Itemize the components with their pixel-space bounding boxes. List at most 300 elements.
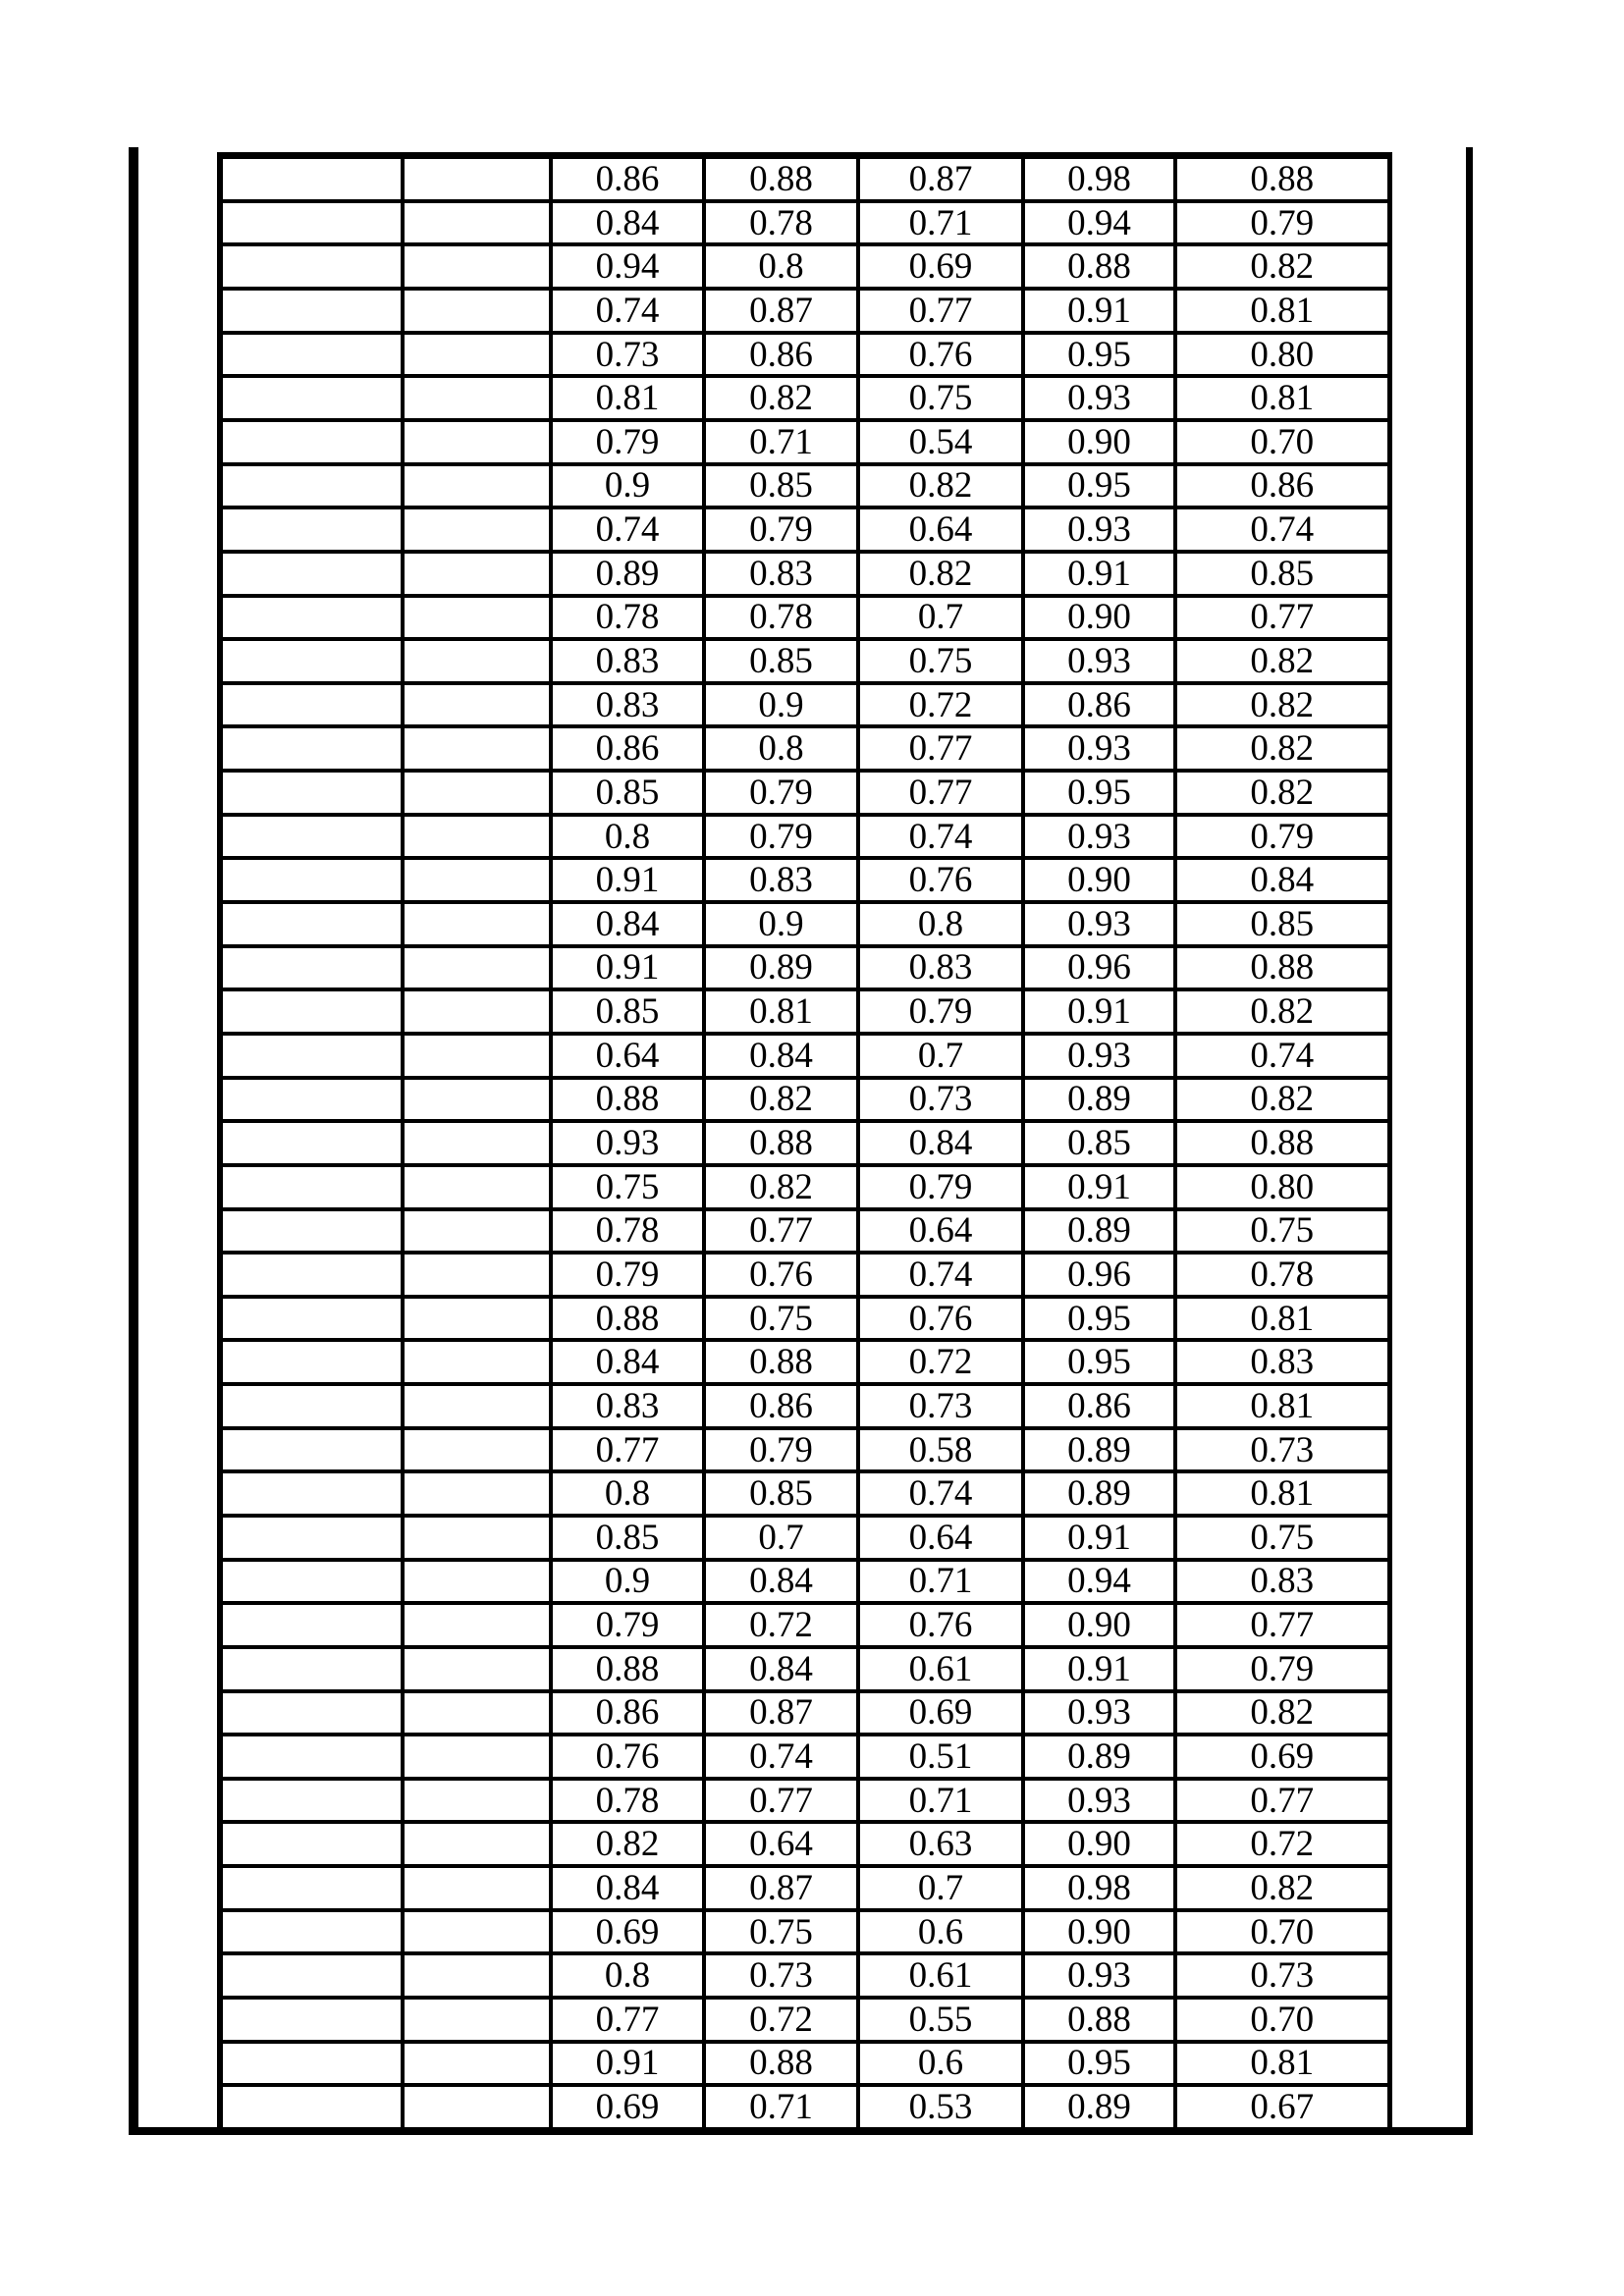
- empty-cell: [220, 1560, 403, 1604]
- empty-cell: [220, 464, 403, 508]
- empty-cell: [220, 1340, 403, 1384]
- value-cell: 0.8: [551, 1953, 704, 1998]
- value-cell: 0.89: [1023, 1209, 1175, 1254]
- empty-cell: [220, 156, 403, 201]
- value-cell: 0.88: [551, 1297, 704, 1341]
- value-cell: 0.91: [1023, 552, 1175, 596]
- value-cell: 0.79: [858, 989, 1023, 1034]
- value-cell: 0.74: [858, 815, 1023, 859]
- value-cell: 0.90: [1023, 420, 1175, 464]
- empty-cell: [403, 902, 551, 946]
- value-cell: 0.75: [704, 1910, 858, 1954]
- value-cell: 0.79: [1175, 201, 1389, 245]
- value-cell: 0.81: [1175, 376, 1389, 420]
- value-cell: 0.7: [858, 1866, 1023, 1910]
- table-row: [220, 1253, 1389, 1297]
- value-cell: 0.91: [551, 858, 704, 902]
- value-cell: 0.84: [704, 1034, 858, 1078]
- empty-cell: [403, 507, 551, 552]
- value-cell: 0.95: [1023, 2042, 1175, 2086]
- empty-cell: [220, 815, 403, 859]
- table-row: [220, 1078, 1389, 1122]
- value-cell: 0.79: [704, 1428, 858, 1472]
- value-cell: 0.79: [858, 1165, 1023, 1209]
- value-cell: 0.87: [704, 289, 858, 333]
- empty-cell: [403, 464, 551, 508]
- empty-cell: [220, 771, 403, 815]
- value-cell: 0.85: [704, 639, 858, 683]
- table-row: [220, 1297, 1389, 1341]
- empty-cell: [403, 726, 551, 771]
- value-cell: 0.93: [1023, 1779, 1175, 1823]
- empty-cell: [403, 2042, 551, 2086]
- value-cell: 0.88: [1175, 946, 1389, 990]
- empty-cell: [220, 1121, 403, 1165]
- table-row: [220, 1647, 1389, 1691]
- value-cell: 0.69: [551, 2085, 704, 2127]
- value-cell: 0.89: [1023, 1471, 1175, 1516]
- value-cell: 0.83: [1175, 1340, 1389, 1384]
- data-table: [217, 152, 1392, 2127]
- table-row: [220, 1822, 1389, 1866]
- value-cell: 0.81: [1175, 2042, 1389, 2086]
- value-cell: 0.93: [1023, 815, 1175, 859]
- value-cell: 0.93: [1023, 1953, 1175, 1998]
- value-cell: 0.88: [704, 2042, 858, 2086]
- empty-cell: [403, 156, 551, 201]
- value-cell: 0.55: [858, 1998, 1023, 2042]
- value-cell: 0.85: [1175, 552, 1389, 596]
- value-cell: 0.51: [858, 1735, 1023, 1779]
- value-cell: 0.85: [704, 1471, 858, 1516]
- value-cell: 0.77: [858, 726, 1023, 771]
- value-cell: 0.67: [1175, 2085, 1389, 2127]
- value-cell: 0.72: [858, 1340, 1023, 1384]
- value-cell: 0.82: [704, 1078, 858, 1122]
- value-cell: 0.70: [1175, 420, 1389, 464]
- empty-cell: [220, 858, 403, 902]
- table-row: [220, 552, 1389, 596]
- table-row: [220, 464, 1389, 508]
- value-cell: 0.95: [1023, 1297, 1175, 1341]
- table-row: [220, 376, 1389, 420]
- value-cell: 0.94: [1023, 1560, 1175, 1604]
- value-cell: 0.85: [1023, 1121, 1175, 1165]
- value-cell: 0.76: [858, 1297, 1023, 1341]
- empty-cell: [403, 2085, 551, 2127]
- empty-cell: [403, 289, 551, 333]
- value-cell: 0.82: [1175, 726, 1389, 771]
- value-cell: 0.90: [1023, 858, 1175, 902]
- value-cell: 0.64: [858, 1209, 1023, 1254]
- empty-cell: [403, 1779, 551, 1823]
- empty-cell: [220, 639, 403, 683]
- value-cell: 0.87: [858, 156, 1023, 201]
- value-cell: 0.75: [704, 1297, 858, 1341]
- value-cell: 0.82: [1175, 683, 1389, 727]
- value-cell: 0.91: [1023, 289, 1175, 333]
- empty-cell: [403, 1034, 551, 1078]
- value-cell: 0.78: [551, 596, 704, 640]
- value-cell: 0.93: [1023, 726, 1175, 771]
- empty-cell: [403, 376, 551, 420]
- empty-cell: [220, 1384, 403, 1428]
- value-cell: 0.89: [1023, 2085, 1175, 2127]
- value-cell: 0.90: [1023, 1910, 1175, 1954]
- empty-cell: [403, 1603, 551, 1647]
- empty-cell: [220, 1253, 403, 1297]
- value-cell: 0.79: [551, 1603, 704, 1647]
- value-cell: 0.94: [551, 244, 704, 289]
- value-cell: 0.86: [704, 1384, 858, 1428]
- table-row: [220, 596, 1389, 640]
- table-row: [220, 683, 1389, 727]
- empty-cell: [220, 1822, 403, 1866]
- empty-cell: [220, 1471, 403, 1516]
- empty-cell: [403, 1165, 551, 1209]
- table-row: [220, 989, 1389, 1034]
- value-cell: 0.79: [1175, 815, 1389, 859]
- value-cell: 0.78: [551, 1779, 704, 1823]
- value-cell: 0.91: [1023, 1647, 1175, 1691]
- table-row: [220, 156, 1389, 201]
- table-row: [220, 1165, 1389, 1209]
- empty-cell: [403, 771, 551, 815]
- value-cell: 0.75: [1175, 1516, 1389, 1560]
- table-row: [220, 420, 1389, 464]
- value-cell: 0.88: [1175, 156, 1389, 201]
- value-cell: 0.93: [1023, 902, 1175, 946]
- value-cell: 0.83: [1175, 1560, 1389, 1604]
- value-cell: 0.84: [551, 1866, 704, 1910]
- empty-cell: [403, 683, 551, 727]
- value-cell: 0.64: [858, 1516, 1023, 1560]
- value-cell: 0.88: [704, 1340, 858, 1384]
- empty-cell: [403, 1209, 551, 1254]
- value-cell: 0.96: [1023, 946, 1175, 990]
- empty-cell: [403, 420, 551, 464]
- empty-cell: [220, 1516, 403, 1560]
- value-cell: 0.77: [551, 1428, 704, 1472]
- value-cell: 0.79: [1175, 1647, 1389, 1691]
- value-cell: 0.89: [1023, 1735, 1175, 1779]
- value-cell: 0.88: [1175, 1121, 1389, 1165]
- value-cell: 0.75: [1175, 1209, 1389, 1254]
- value-cell: 0.9: [551, 464, 704, 508]
- empty-cell: [220, 2042, 403, 2086]
- empty-cell: [403, 1735, 551, 1779]
- value-cell: 0.98: [1023, 156, 1175, 201]
- table-row: [220, 1910, 1389, 1954]
- value-cell: 0.89: [704, 946, 858, 990]
- table-row: [220, 1866, 1389, 1910]
- value-cell: 0.80: [1175, 333, 1389, 377]
- value-cell: 0.82: [858, 552, 1023, 596]
- table-row: [220, 1516, 1389, 1560]
- value-cell: 0.76: [858, 858, 1023, 902]
- value-cell: 0.84: [551, 1340, 704, 1384]
- table-row: [220, 946, 1389, 990]
- empty-cell: [220, 1866, 403, 1910]
- empty-cell: [220, 902, 403, 946]
- empty-cell: [220, 420, 403, 464]
- empty-cell: [403, 1560, 551, 1604]
- empty-cell: [403, 1471, 551, 1516]
- empty-cell: [220, 289, 403, 333]
- value-cell: 0.78: [551, 1209, 704, 1254]
- table-row: [220, 1560, 1389, 1604]
- value-cell: 0.77: [1175, 1779, 1389, 1823]
- value-cell: 0.73: [704, 1953, 858, 1998]
- table-row: [220, 1209, 1389, 1254]
- value-cell: 0.78: [704, 201, 858, 245]
- value-cell: 0.69: [858, 244, 1023, 289]
- value-cell: 0.93: [1023, 376, 1175, 420]
- value-cell: 0.75: [858, 639, 1023, 683]
- table-row: [220, 1953, 1389, 1998]
- empty-cell: [220, 596, 403, 640]
- value-cell: 0.74: [858, 1253, 1023, 1297]
- empty-cell: [220, 1428, 403, 1472]
- value-cell: 0.63: [858, 1822, 1023, 1866]
- value-cell: 0.74: [1175, 507, 1389, 552]
- empty-cell: [403, 989, 551, 1034]
- empty-cell: [220, 1209, 403, 1254]
- value-cell: 0.69: [858, 1691, 1023, 1735]
- value-cell: 0.88: [1023, 244, 1175, 289]
- value-cell: 0.72: [1175, 1822, 1389, 1866]
- empty-cell: [220, 376, 403, 420]
- value-cell: 0.71: [858, 1779, 1023, 1823]
- empty-cell: [220, 1779, 403, 1823]
- value-cell: 0.76: [858, 1603, 1023, 1647]
- value-cell: 0.79: [551, 1253, 704, 1297]
- table-row: [220, 2085, 1389, 2127]
- value-cell: 0.73: [551, 333, 704, 377]
- empty-cell: [220, 1910, 403, 1954]
- table-row: [220, 1384, 1389, 1428]
- value-cell: 0.86: [1175, 464, 1389, 508]
- value-cell: 0.8: [551, 1471, 704, 1516]
- empty-cell: [403, 815, 551, 859]
- value-cell: 0.77: [551, 1998, 704, 2042]
- value-cell: 0.84: [704, 1647, 858, 1691]
- value-cell: 0.77: [704, 1779, 858, 1823]
- value-cell: 0.91: [1023, 1516, 1175, 1560]
- value-cell: 0.88: [1023, 1998, 1175, 2042]
- value-cell: 0.82: [1175, 1866, 1389, 1910]
- value-cell: 0.82: [704, 376, 858, 420]
- value-cell: 0.83: [551, 683, 704, 727]
- value-cell: 0.6: [858, 1910, 1023, 1954]
- table-row: [220, 1471, 1389, 1516]
- table-row: [220, 902, 1389, 946]
- value-cell: 0.74: [858, 1471, 1023, 1516]
- value-cell: 0.6: [858, 2042, 1023, 2086]
- value-cell: 0.89: [1023, 1078, 1175, 1122]
- table-row: [220, 1779, 1389, 1823]
- value-cell: 0.9: [551, 1560, 704, 1604]
- empty-cell: [403, 244, 551, 289]
- value-cell: 0.8: [858, 902, 1023, 946]
- empty-cell: [220, 1647, 403, 1691]
- value-cell: 0.58: [858, 1428, 1023, 1472]
- value-cell: 0.8: [704, 726, 858, 771]
- value-cell: 0.93: [551, 1121, 704, 1165]
- empty-cell: [403, 1253, 551, 1297]
- value-cell: 0.72: [858, 683, 1023, 727]
- value-cell: 0.77: [1175, 596, 1389, 640]
- table-row: [220, 1034, 1389, 1078]
- value-cell: 0.74: [704, 1735, 858, 1779]
- value-cell: 0.82: [1175, 1078, 1389, 1122]
- value-cell: 0.86: [1023, 683, 1175, 727]
- value-cell: 0.93: [1023, 1034, 1175, 1078]
- value-cell: 0.86: [551, 156, 704, 201]
- value-cell: 0.90: [1023, 1822, 1175, 1866]
- value-cell: 0.61: [858, 1953, 1023, 1998]
- empty-cell: [220, 333, 403, 377]
- empty-cell: [403, 1998, 551, 2042]
- value-cell: 0.86: [1023, 1384, 1175, 1428]
- value-cell: 0.54: [858, 420, 1023, 464]
- value-cell: 0.73: [858, 1384, 1023, 1428]
- value-cell: 0.86: [551, 1691, 704, 1735]
- value-cell: 0.93: [1023, 639, 1175, 683]
- value-cell: 0.78: [704, 596, 858, 640]
- value-cell: 0.69: [551, 1910, 704, 1954]
- value-cell: 0.71: [858, 1560, 1023, 1604]
- empty-cell: [220, 1078, 403, 1122]
- table-row: [220, 201, 1389, 245]
- value-cell: 0.75: [858, 376, 1023, 420]
- value-cell: 0.83: [704, 552, 858, 596]
- value-cell: 0.77: [858, 289, 1023, 333]
- value-cell: 0.77: [858, 771, 1023, 815]
- empty-cell: [220, 1953, 403, 1998]
- table-row: [220, 815, 1389, 859]
- empty-cell: [403, 552, 551, 596]
- table-row: [220, 1340, 1389, 1384]
- table-row: [220, 1603, 1389, 1647]
- value-cell: 0.74: [1175, 1034, 1389, 1078]
- value-cell: 0.76: [858, 333, 1023, 377]
- empty-cell: [403, 946, 551, 990]
- value-cell: 0.70: [1175, 1910, 1389, 1954]
- value-cell: 0.85: [704, 464, 858, 508]
- value-cell: 0.69: [1175, 1735, 1389, 1779]
- value-cell: 0.88: [704, 1121, 858, 1165]
- value-cell: 0.79: [704, 507, 858, 552]
- value-cell: 0.91: [1023, 1165, 1175, 1209]
- value-cell: 0.73: [1175, 1953, 1389, 1998]
- value-cell: 0.64: [704, 1822, 858, 1866]
- value-cell: 0.8: [704, 244, 858, 289]
- value-cell: 0.70: [1175, 1998, 1389, 2042]
- empty-cell: [220, 1735, 403, 1779]
- value-cell: 0.85: [551, 989, 704, 1034]
- value-cell: 0.90: [1023, 596, 1175, 640]
- value-cell: 0.96: [1023, 1253, 1175, 1297]
- empty-cell: [403, 1297, 551, 1341]
- value-cell: 0.82: [551, 1822, 704, 1866]
- value-cell: 0.85: [551, 771, 704, 815]
- empty-cell: [220, 1165, 403, 1209]
- value-cell: 0.91: [551, 946, 704, 990]
- value-cell: 0.95: [1023, 333, 1175, 377]
- value-cell: 0.83: [704, 858, 858, 902]
- value-cell: 0.7: [858, 1034, 1023, 1078]
- empty-cell: [403, 1340, 551, 1384]
- value-cell: 0.95: [1023, 464, 1175, 508]
- value-cell: 0.7: [704, 1516, 858, 1560]
- value-cell: 0.81: [1175, 1297, 1389, 1341]
- value-cell: 0.94: [1023, 201, 1175, 245]
- empty-cell: [220, 946, 403, 990]
- empty-cell: [220, 1691, 403, 1735]
- value-cell: 0.81: [1175, 289, 1389, 333]
- value-cell: 0.76: [704, 1253, 858, 1297]
- empty-cell: [403, 1516, 551, 1560]
- value-cell: 0.7: [858, 596, 1023, 640]
- value-cell: 0.93: [1023, 1691, 1175, 1735]
- table-row: [220, 1998, 1389, 2042]
- value-cell: 0.90: [1023, 1603, 1175, 1647]
- value-cell: 0.53: [858, 2085, 1023, 2127]
- value-cell: 0.88: [704, 156, 858, 201]
- value-cell: 0.71: [704, 2085, 858, 2127]
- value-cell: 0.83: [551, 1384, 704, 1428]
- value-cell: 0.78: [1175, 1253, 1389, 1297]
- value-cell: 0.77: [704, 1209, 858, 1254]
- value-cell: 0.84: [551, 201, 704, 245]
- table-row: [220, 1428, 1389, 1472]
- value-cell: 0.88: [551, 1647, 704, 1691]
- value-cell: 0.84: [858, 1121, 1023, 1165]
- value-cell: 0.8: [551, 815, 704, 859]
- value-cell: 0.95: [1023, 1340, 1175, 1384]
- empty-cell: [220, 2085, 403, 2127]
- table-row: [220, 507, 1389, 552]
- table-row: [220, 289, 1389, 333]
- value-cell: 0.79: [704, 771, 858, 815]
- value-cell: 0.80: [1175, 1165, 1389, 1209]
- value-cell: 0.87: [704, 1691, 858, 1735]
- value-cell: 0.83: [858, 946, 1023, 990]
- value-cell: 0.73: [1175, 1428, 1389, 1472]
- value-cell: 0.81: [551, 376, 704, 420]
- empty-cell: [403, 1428, 551, 1472]
- value-cell: 0.95: [1023, 771, 1175, 815]
- empty-cell: [403, 1691, 551, 1735]
- empty-cell: [220, 726, 403, 771]
- value-cell: 0.89: [1023, 1428, 1175, 1472]
- value-cell: 0.88: [551, 1078, 704, 1122]
- table-row: [220, 2042, 1389, 2086]
- value-cell: 0.84: [704, 1560, 858, 1604]
- table-row: [220, 333, 1389, 377]
- table-row: [220, 1121, 1389, 1165]
- empty-cell: [220, 1998, 403, 2042]
- value-cell: 0.85: [551, 1516, 704, 1560]
- value-cell: 0.71: [704, 420, 858, 464]
- empty-cell: [403, 1910, 551, 1954]
- value-cell: 0.74: [551, 289, 704, 333]
- empty-cell: [403, 1822, 551, 1866]
- empty-cell: [403, 1953, 551, 1998]
- value-cell: 0.87: [704, 1866, 858, 1910]
- value-cell: 0.76: [551, 1735, 704, 1779]
